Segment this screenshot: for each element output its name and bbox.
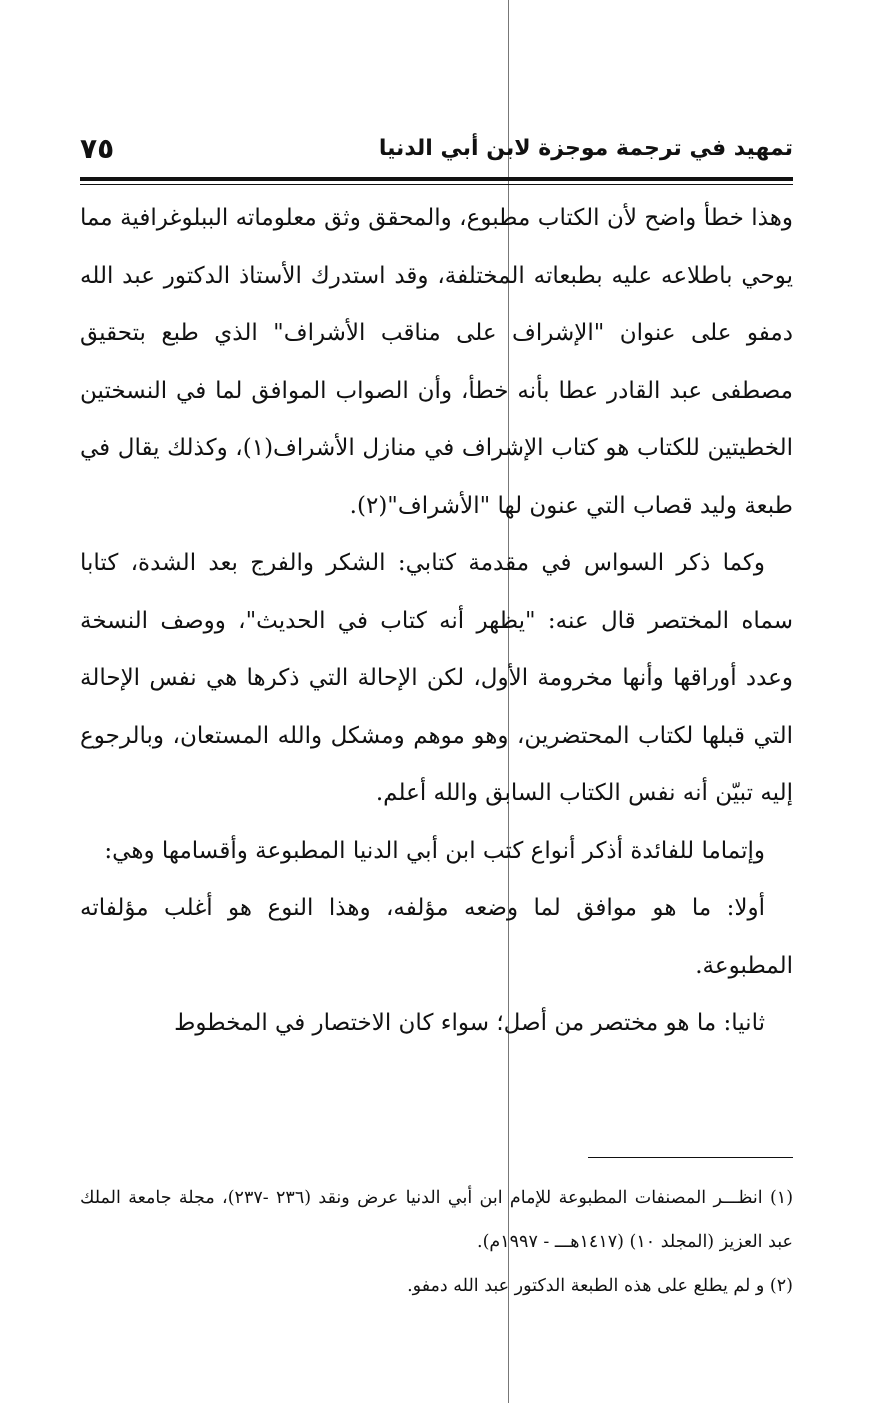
header-rule-thin <box>80 184 793 185</box>
footnotes <box>80 1176 793 1308</box>
paragraph-2: وكما ذكر السواس في مقدمة كتابي: الشكر والفرج بعد الشدة، كتابا سماه المختصر قال عنه: "يظهر أنه كتاب في الحديث"، ووصف النسخة وعدد أوراقها وأنها مخرومة الأول، لكن الإحالة التي ذكرها هي نفس الإحالة التي قبلها لكتاب المحتضرين، وهو موهم ومشكل والله المستعان، وبالرجوع إليه تبيّن أنه نفس الكتاب السابق والله أعلم. <box>80 550 793 806</box>
paragraph-5: ثانيا: ما هو مختصر من أصل؛ سواء كان الاختصار في المخطوط <box>174 1010 765 1036</box>
paragraph-4: أولا: ما هو موافق لما وضعه مؤلفه، وهذا النوع هو أغلب مؤلفاته المطبوعة. <box>80 895 793 979</box>
page-number: ٧٥ <box>80 132 115 165</box>
footnote-1: (١) انظـــر المصنفات المطبوعة للإمام ابن أبي الدنيا عرض ونقد (٢٣٦ -٢٣٧)، مجلة جامعة الملك عبد العزيز (المجلد ١٠) (١٤١٧هـــ - ١٩٩٧م). <box>80 1188 794 1252</box>
page-header <box>80 130 793 172</box>
footnote-2: (٢) و لم يطلع على هذه الطبعة الدكتور عبد الله دمفو. <box>407 1276 793 1296</box>
running-title: تمهيد في ترجمة موجزة لابن أبي الدنيا <box>378 136 793 161</box>
paragraph-1: وهذا خطأ واضح لأن الكتاب مطبوع، والمحقق وثق معلوماته الببلوغرافية مما يوحي باطلاعه عليه بطبعاته المختلفة، وقد استدرك الأستاذ الدكتور عبد الله دمفو على عنوان "الإشراف على مناقب الأشراف" الذي طبع بتحقيق مصطفى عبد القادر عطا بأنه خطأ، وأن الصواب الموافق لما في النسختين الخطيتين للكتاب هو كتاب الإشراف في منازل الأشراف(١)، وكذلك يقال في طبعة وليد قصاب التي عنون لها "الأشراف"(٢). <box>80 205 793 519</box>
header-rule-thick <box>80 177 793 181</box>
paragraph-3: وإتماما للفائدة أذكر أنواع كتب ابن أبي الدنيا المطبوعة وأقسامها وهي: <box>104 837 765 864</box>
footnote-separator <box>588 1157 793 1158</box>
body-text <box>80 190 793 1053</box>
